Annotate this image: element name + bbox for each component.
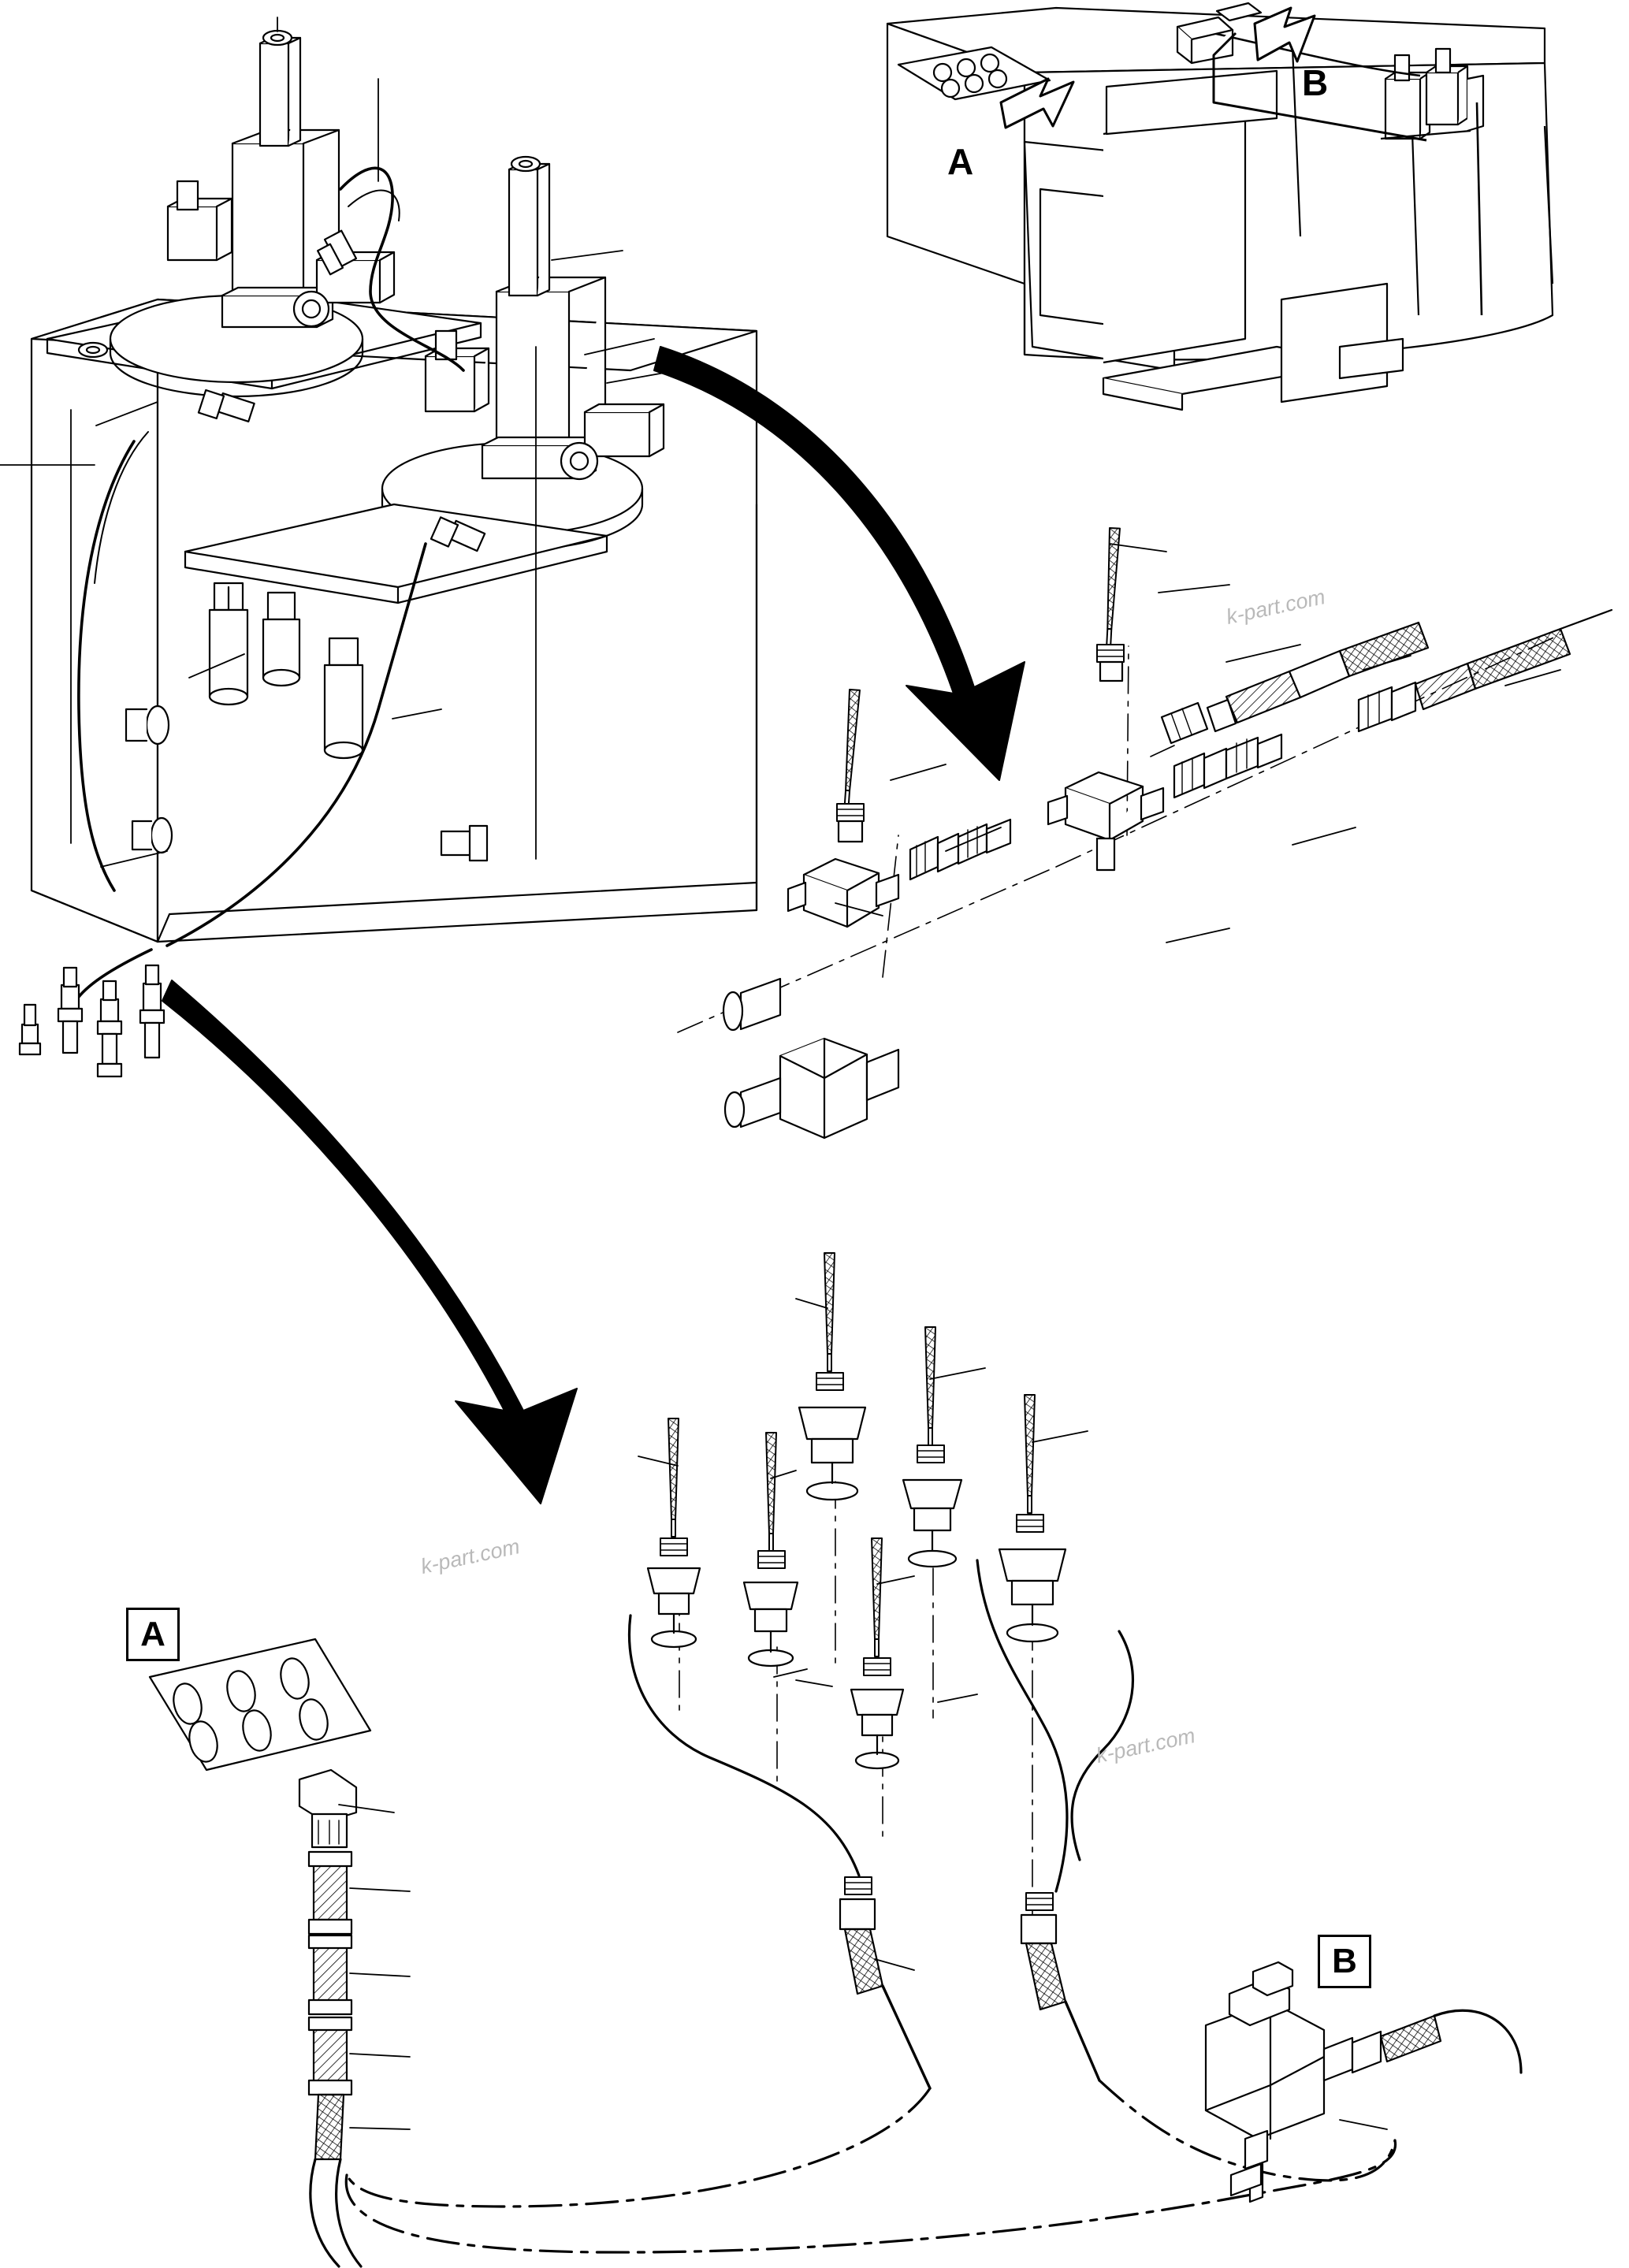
inset-arrow-label-a: A xyxy=(947,141,974,182)
watermark-2: k-part.com xyxy=(418,1534,523,1578)
callout-label-a: A xyxy=(126,1608,180,1661)
inset-arrow-label-b: B xyxy=(1302,62,1329,103)
watermark-3: k-part.com xyxy=(1094,1723,1198,1768)
callout-label-b: B xyxy=(1318,1935,1371,1988)
watermark-1: k-part.com xyxy=(1224,585,1328,629)
